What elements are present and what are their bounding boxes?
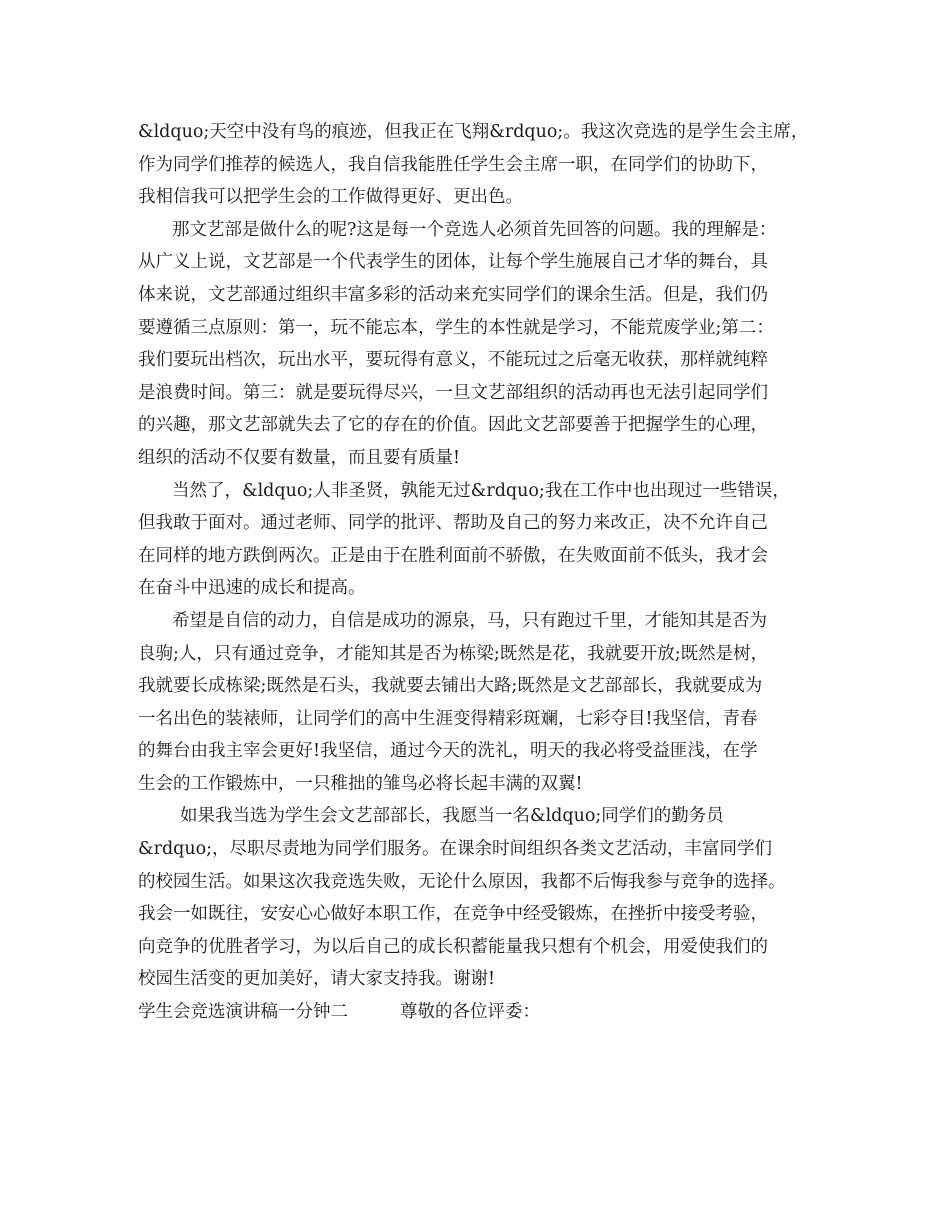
text-line: &ldquo;天空中没有鸟的痕迹，但我正在飞翔&rdquo;。我这次竞选的是学生会主席， (138, 122, 809, 142)
text-line: 一名出色的装裱师，让同学们的高中生涯变得精彩斑斓，七彩夺目!我坚信，青春 (138, 708, 758, 729)
paragraph-start-line: 那文艺部是做什么的呢?这是每一个竞选人必须首先回答的问题。我的理解是： (172, 219, 777, 240)
text-line: 良驹;人，只有通过竞争，才能知其是否为栋梁;既然是花，我就要开放;既然是树， (138, 643, 769, 664)
text-line: 组织的活动不仅要有数量，而且要有质量! (138, 447, 461, 468)
text-line: 是浪费时间。第三：就是要玩得尽兴，一旦文艺部组织的活动再也无法引起同学们 (138, 382, 768, 403)
text-line: 在奋斗中迅速的成长和提高。 (138, 578, 366, 599)
text-line: 我会一如既往，安安心心做好本职工作，在竞争中经受锻炼，在挫折中接受考验， (138, 904, 768, 925)
text-line: &rdquo;，尽职尽责地为同学们服务。在课余时间组织各类文艺活动，丰富同学们 (138, 839, 773, 860)
text-line: 向竞争的优胜者学习，为以后自己的成长积蓄能量我只想有个机会，用爱使我们的 (138, 936, 768, 957)
salutation: 尊敬的各位评委： (400, 1002, 540, 1023)
text-line: 我就要长成栋梁;既然是石头，我就要去铺出大路;既然是文艺部部长，我就要成为 (138, 676, 763, 697)
text-line: 校园生活变的更加美好，请大家支持我。谢谢! (138, 969, 496, 990)
text-line: 的校园生活。如果这次我竞选失败，无论什么原因，我都不后悔我参与竞争的选择。 (138, 871, 786, 892)
text-line: 体来说，文艺部通过组织丰富多彩的活动来充实同学们的课余生活。但是，我们仍 (138, 284, 768, 305)
text-line: 作为同学们推荐的候选人，我自信我能胜任学生会主席一职，在同学们的协助下， (138, 154, 768, 175)
text-line: 在同样的地方跌倒两次。正是由于在胜利面前不骄傲，在失败面前不低头，我才会 (138, 545, 768, 566)
text-line: 我们要玩出档次，玩出水平，要玩得有意义，不能玩过之后毫无收获，那样就纯粹 (138, 350, 768, 371)
text-line: 生会的工作锻炼中，一只稚拙的雏鸟必将长起丰满的双翼! (138, 773, 583, 794)
document-body (138, 116, 826, 1029)
text-line: 从广义上说，文艺部是一个代表学生的团体，让每个学生施展自己才华的舞台，具 (138, 252, 768, 273)
text-line: 要遵循三点原则：第一，玩不能忘本，学生的本性就是学习，不能荒废学业;第二： (138, 317, 774, 338)
paragraph-start-line: 当然了，&ldquo;人非圣贤，孰能无过&rdquo;我在工作中也出现过一些错误， (172, 480, 790, 501)
paragraph-start-line: 希望是自信的动力，自信是成功的源泉，马，只有跑过千里，才能知其是否为 (172, 610, 767, 631)
text-line: 我相信我可以把学生会的工作做得更好、更出色。 (138, 187, 523, 208)
text-line: 的舞台由我主宰会更好!我坚信，通过今天的洗礼，明天的我必将受益匪浅，在学 (138, 741, 758, 762)
text-line: 的兴趣，那文艺部就失去了它的存在的价值。因此文艺部要善于把握学生的心理， (138, 415, 768, 436)
paragraph-start-line: 如果我当选为学生会文艺部部长，我愿当一名&ldquo;同学们的勤务员 (180, 806, 724, 827)
text-line: 但我敢于面对。通过老师、同学的批评、帮助及自己的努力来改正，决不允许自己 (138, 513, 768, 534)
next-speech-heading (138, 996, 826, 1029)
speech-title: 学生会竞选演讲稿一分钟二 (138, 1002, 348, 1023)
